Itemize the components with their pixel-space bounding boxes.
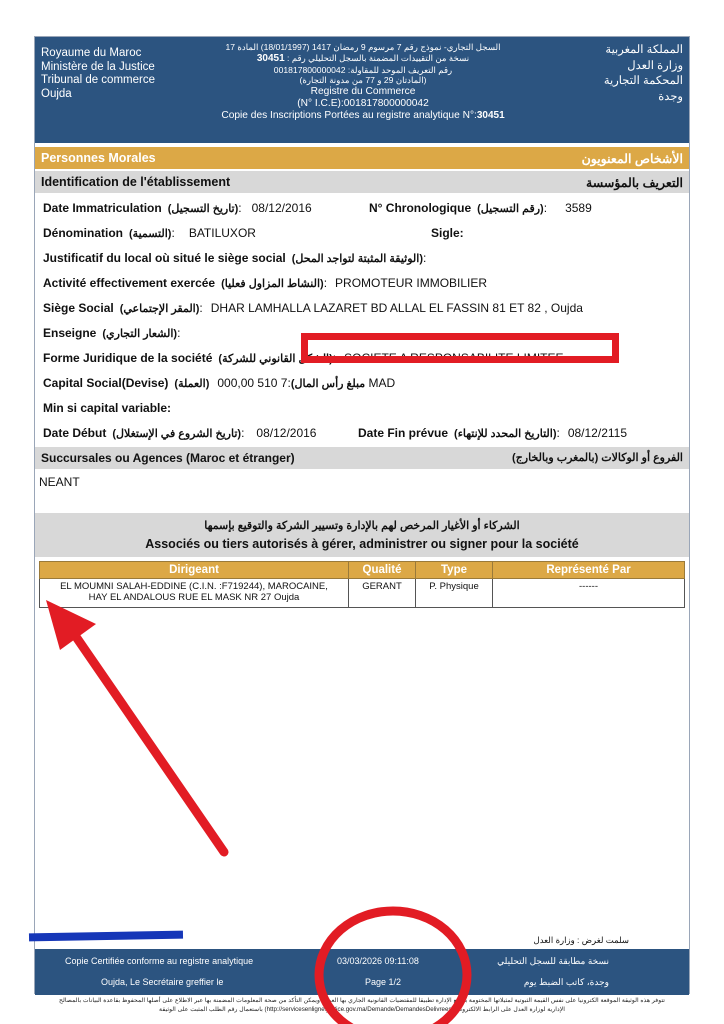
header-ar-line2: نسخة من التقييدات المضمنة بالسجل التحليلي رقم : 30451 [256, 52, 470, 64]
annotation-arrow-shaft [70, 628, 224, 852]
footer-timestamp: 03/03/2026 09:11:08 [337, 956, 419, 966]
field-date-fin: Date Fin prévue (التاريخ المحدد للإنتهاء): 08/12/2115 [358, 426, 627, 440]
field-min-capital: Min si capital variable: [43, 401, 172, 415]
header-ar-line1: السجل التجاري- نموذج رقم 7 مرسوم 9 رمضان 1417 (18/01/1997) المادة 17 [225, 42, 501, 52]
field-no-chronologique: N° Chronologique (رقم التسجيل): 3589 [369, 201, 592, 215]
footer-left-1: Copie Certifiée conforme au registre analytique [65, 956, 254, 966]
footer-right-2: وجدة، كاتب الضبط يوم [523, 977, 609, 987]
section-personnes-morales: Personnes Morales الأشخاص المعنويون [35, 147, 689, 169]
succursales-value: NEANT [39, 475, 80, 489]
header-right-line: وجدة [658, 90, 683, 103]
field-sigle: Sigle: [431, 226, 464, 240]
col-represente: Représenté Par [493, 562, 685, 579]
header-left-line: Ministère de la Justice [41, 60, 155, 73]
footer-right-1: نسخة مطابقة للسجل التحليلي [497, 956, 609, 966]
header-right-line: وزارة العدل [627, 59, 683, 72]
field-capital-social: Capital Social(Devise) (العملة)مبلغ رأس المال):7 510 000,00 MAD [43, 376, 396, 390]
col-type: Type [416, 562, 493, 579]
register-number: 30451 [256, 52, 285, 64]
field-forme-juridique: Forme Juridique de la société (الشكل القانوني للشركة): SOCIETE A RESPONSABILITE LIMITEE [43, 351, 564, 365]
section-succursales: Succursales ou Agences (Maroc et étranger) الفروع أو الوكالات (بالمغرب وبالخارج) [35, 447, 689, 469]
header-right-line: المملكة المغربية [605, 44, 683, 56]
header-fr-title: Registre du Commerce [310, 86, 416, 98]
footer-left-2: Oujda, Le Secrétaire greffier le [101, 977, 224, 987]
field-date-immatriculation: Date Immatriculation (تاريخ التسجيل): 08/12/2016 [43, 201, 312, 215]
header-left-line: Tribunal de commerce [41, 74, 155, 86]
col-qualite: Qualité [349, 562, 416, 579]
field-denomination: Dénomination (التسمية): BATILUXOR [43, 226, 256, 240]
disclaimer: تتوفر هذه الوثيقة الموقعة الكترونيا على نفس القيمة الثبوتية لمثيلاتها المختومة بطابع الإدارة تطبيقا للمقتضيات القانونية الجاري بها العمل. ويمكن التأكد من صحة المعلومات المضمنة بها عبر الاطلاع على أصلها المحفوظ بقاعدة البيانات بالمصالح الإدارية لوزارة العدل على الرابط الالكتروني (http://servicesenligne.justice.gov.ma/Demande/DemandesDelivrees) باستعمال رقم الطلب المثبت على الوثيقة [58, 997, 666, 1013]
field-enseigne: Enseigne (الشعار التجاري): [43, 326, 181, 340]
section-identification: Identification de l'établissement التعريف بالمؤسسة [35, 171, 689, 193]
annotation-circle [319, 911, 467, 1024]
header-fr-copy: Copie des Inscriptions Portées au registre analytique N°:30451 [221, 110, 505, 122]
field-date-debut: Date Début (تاريخ الشروع في الإستغلال): 08/12/2016 [43, 426, 317, 440]
footer-page-number: Page 1/2 [365, 977, 402, 987]
signature-ar: سلمت لغرض : وزارة العدل [533, 935, 629, 945]
associes-fr: Associés ou tiers autorisés à gérer, administrer ou signer pour la société [145, 537, 579, 551]
cell-represente: ------ [493, 579, 685, 608]
field-justificatif: Justificatif du local où situé le siège social (الوثيقة المثبتة لتواجد المحل): [43, 251, 427, 265]
cell-type: P. Physique [416, 579, 493, 608]
header-ar-line3: رقم التعريف الموحد للمقاولة: 001817800000042 [273, 64, 453, 75]
field-activite: Activité effectivement exercée (النشاط المزاول فعليا): PROMOTEUR IMMOBILIER [43, 276, 488, 290]
col-dirigeant: Dirigeant [40, 562, 349, 579]
cell-dirigeant: EL MOUMNI SALAH-EDDINE (C.I.N. :F719244), MAROCAINE, HAY EL ANDALOUS RUE EL MASK NR 27 Oujda [40, 579, 349, 608]
header-left-line: Oujda [41, 87, 72, 100]
field-siege-social: Siège Social (المقر الإجتماعي): DHAR LAMHALLA LAZARET BD ALLAL EL FASSIN 81 ET 82 , Oujda [43, 301, 583, 315]
header-left-line: Royaume du Maroc [41, 47, 142, 59]
annotation-arrow-head [46, 600, 96, 650]
header-right-line: المحكمة التجارية [603, 75, 683, 87]
header-ar-line4: (المادتان 29 و 77 من مدونة التجارة) [299, 75, 427, 86]
associes-ar: الشركاء أو الأغيار المرخص لهم بالإدارة وتسيير الشركة والتوقيع بإسمها [204, 520, 520, 532]
header-fr-ice: (N° I.C.E):001817800000042 [297, 98, 429, 110]
cell-qualite: GERANT [349, 579, 416, 608]
